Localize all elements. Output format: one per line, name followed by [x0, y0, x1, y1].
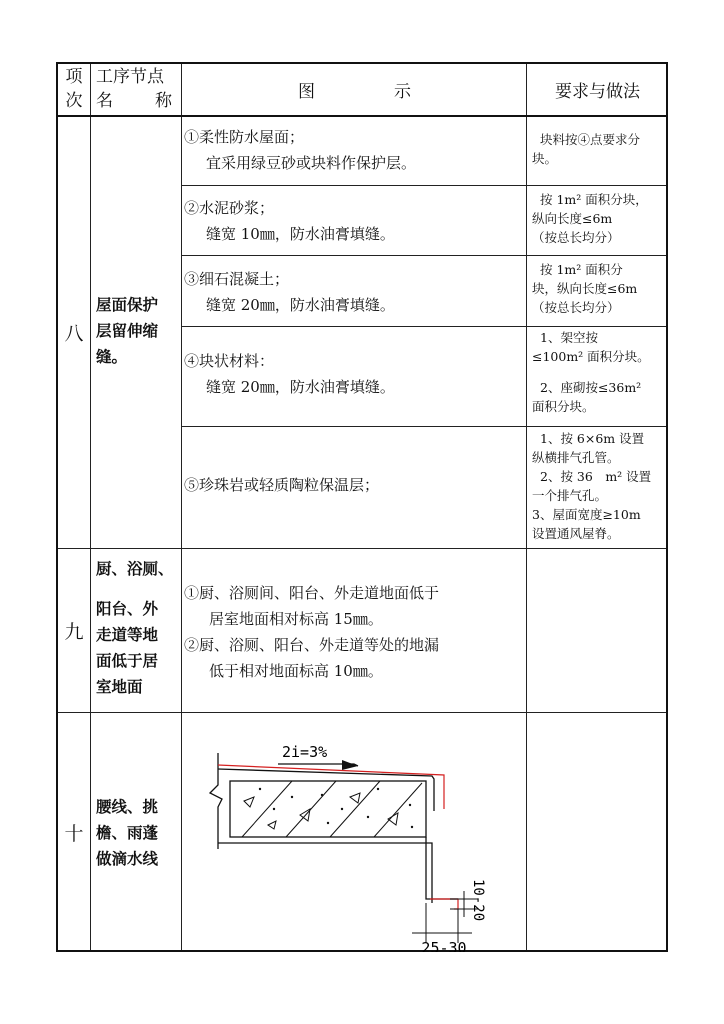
req-line: （按总长均分） [532, 230, 620, 245]
req-line: 按 1m² 面积分块， [540, 192, 648, 207]
row8-name-line: 缝。 [96, 348, 128, 366]
header-diagram [182, 64, 526, 115]
req-line: （按总长均分） [532, 300, 620, 315]
depth-label: 10-20 [470, 879, 486, 922]
header-diagram-b: 示 [394, 82, 411, 102]
row8-item3-requirements [532, 260, 668, 317]
row8-item4-requirements [532, 328, 668, 416]
row10-number: 十 [64, 823, 84, 845]
row8-subdivider-3 [181, 326, 666, 327]
row8-item5-requirements [532, 429, 668, 543]
row8-subdivider-4 [181, 426, 666, 427]
row8-item5-diagram [184, 472, 524, 498]
header-item-line1: 项 [65, 67, 83, 87]
req-line: 按 1m² 面积分 [540, 262, 623, 277]
drip-red-end [430, 899, 458, 909]
row8-name-line: 层留伸缩 [96, 322, 159, 340]
header-item [58, 64, 90, 115]
req-line: 设置通风屋脊。 [532, 526, 620, 541]
req-line: 一个排气孔。 [532, 488, 608, 503]
header-diagram-a: 图 [298, 82, 315, 102]
row8-item1-title: ①柔性防水屋面； [184, 128, 305, 146]
row8-item3-title: ③细石混凝土； [184, 270, 290, 288]
row9-name-line: 阳台、外 [96, 600, 159, 618]
req-line: 1、按 6×6m 设置 [540, 431, 645, 446]
req-line: 纵横排气孔管。 [532, 450, 620, 465]
row9-diagram [184, 580, 524, 684]
header-item-line2: 次 [65, 91, 83, 111]
row8-item2-detail: 缝宽 10㎜，防水油膏填缝。 [206, 225, 395, 243]
row10-name-line: 檐、雨蓬 [96, 824, 159, 842]
row9-name [96, 556, 180, 700]
drip-groove [426, 837, 458, 899]
row9-diagram-line: ②厨、浴厕、阳台、外走道等处的地漏 [184, 636, 440, 654]
req-line: 块，纵向长度≤6m [532, 281, 638, 296]
row8-item4-title: ④块状材料： [184, 352, 275, 370]
break-mark [210, 753, 222, 849]
row8-name-line: 屋面保护 [96, 296, 159, 314]
header-step-line1: 工序节点 [96, 67, 164, 87]
req-line: 块料按④点要求分 [540, 132, 641, 147]
row8-item4-diagram [184, 348, 524, 400]
slope-label: 2i=3% [282, 743, 328, 761]
row9-diagram-line: 居室地面相对标高 15㎜。 [209, 610, 383, 628]
row-divider-8-9 [58, 548, 666, 549]
row9-number: 九 [64, 621, 84, 643]
header-requirements: 要求与做法 [555, 82, 640, 102]
row10-name [96, 794, 180, 872]
row8-item2-title: ②水泥砂浆； [184, 199, 275, 217]
header-step [96, 64, 178, 115]
col-divider-item [90, 64, 91, 950]
row9-name-line: 厨、浴厕、 [96, 560, 174, 578]
slab-bottom-edge [218, 843, 432, 903]
req-line: 块。 [532, 151, 558, 166]
row9-diagram-line: 低于相对地面标高 10㎜。 [209, 662, 383, 680]
row9-name-line: 走道等地 [96, 626, 159, 644]
row9-name-line: 面低于居 [96, 652, 159, 670]
row8-item2-requirements [532, 190, 668, 247]
row8-item1-requirements [532, 130, 668, 168]
req-line: 1、架空按 [540, 330, 598, 345]
req-line: 纵向长度≤6m [532, 211, 613, 226]
row9-diagram-line: ①厨、浴厕间、阳台、外走道地面低于 [184, 584, 440, 602]
header-step-line2b: 称 [155, 91, 172, 111]
construction-node-table [56, 62, 668, 952]
row8-item3-diagram [184, 266, 524, 318]
row8-item1-detail: 宜采用绿豆砂或块料作保护层。 [206, 154, 417, 172]
row10-name-line: 腰线、挑 [96, 798, 159, 816]
row8-item2-diagram [184, 195, 524, 247]
row8-name [96, 292, 180, 370]
header-step-line2a: 名 [96, 91, 113, 111]
row10-name-line: 做滴水线 [96, 850, 159, 868]
row8-item1-diagram [184, 124, 524, 176]
row8-item3-detail: 缝宽 20㎜，防水油膏填缝。 [206, 296, 395, 314]
req-line: 3、屋面宽度≥10m [532, 507, 641, 522]
row8-subdivider-1 [181, 185, 666, 186]
col-divider-diagram [526, 64, 527, 950]
row8-number: 八 [64, 322, 84, 345]
req-line: 2、按 36 m² 设置 [540, 469, 652, 484]
row9-name-line: 室地面 [96, 678, 143, 696]
row8-item4-detail: 缝宽 20㎜，防水油膏填缝。 [206, 378, 395, 396]
width-label: 25-30 [421, 939, 467, 952]
req-line: 面积分块。 [532, 399, 595, 414]
header-step-line2 [96, 89, 172, 113]
row8-item5-title: ⑤珍珠岩或轻质陶粒保温层； [184, 476, 380, 494]
aggregate-dots [259, 788, 413, 828]
req-line: 2、座砌按≤36m² [540, 380, 642, 395]
req-line: ≤100m² 面积分块。 [532, 349, 650, 364]
concrete-hatch [242, 781, 422, 837]
drip-line-diagram [182, 713, 526, 952]
row8-subdivider-2 [181, 255, 666, 256]
header-divider [58, 115, 666, 117]
